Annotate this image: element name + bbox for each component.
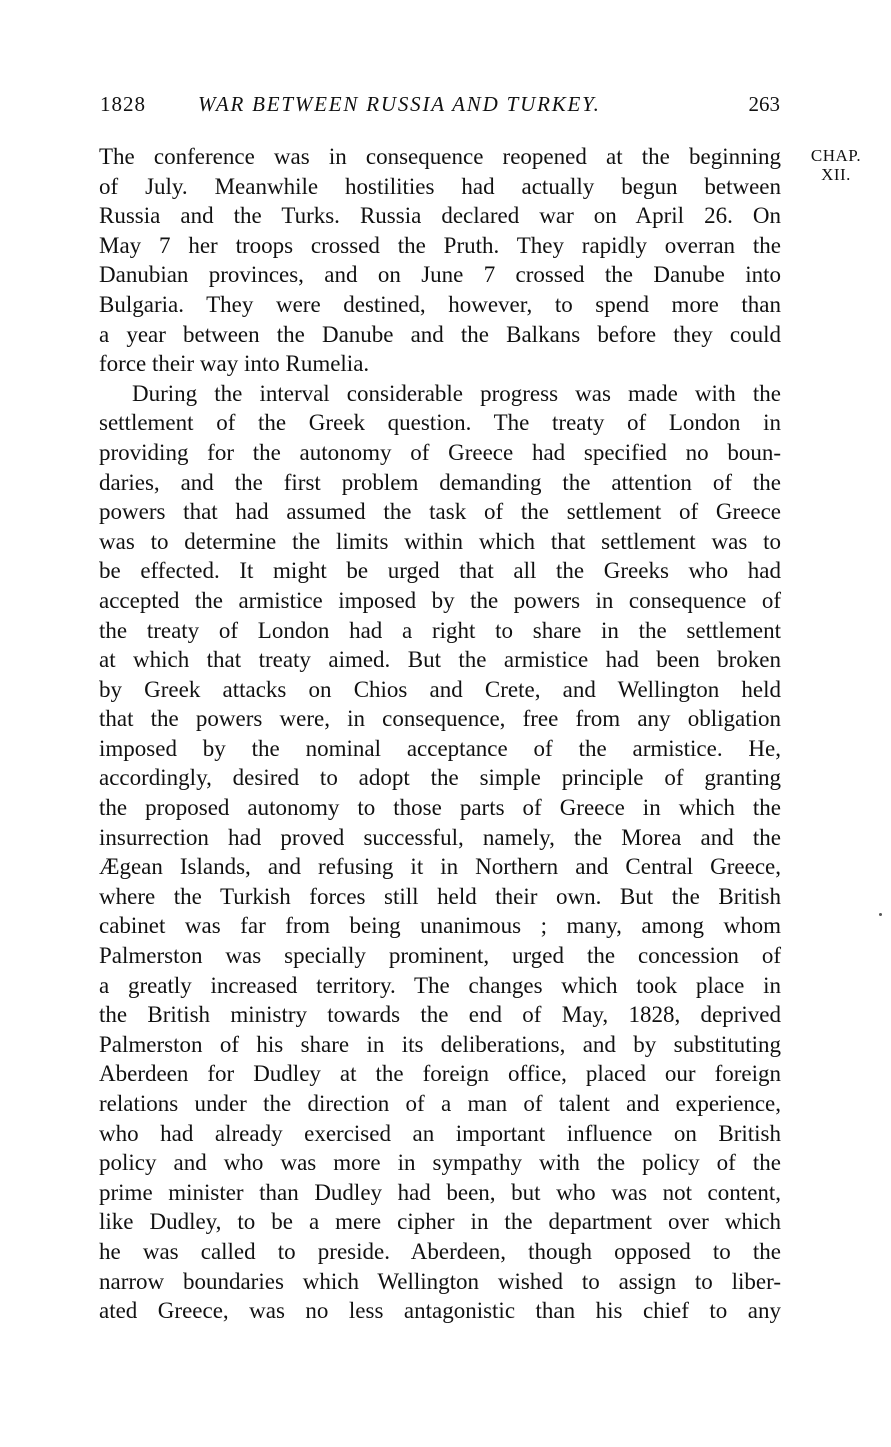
text-line: accepted the armistice imposed by the powers in consequence of	[99, 587, 781, 613]
chapter-margin-note	[800, 146, 872, 184]
text-line: settlement of the Greek question. The treaty of London in	[99, 410, 781, 436]
text-line: providing for the autonomy of Greece had specified no boun-	[99, 439, 781, 465]
text-line: insurrection had proved successful, namely, the Morea and the	[99, 824, 781, 850]
text-line: relations under the direction of a man of talent and experience,	[99, 1091, 781, 1116]
text-line: the treaty of London had a right to share in the settlement	[99, 617, 781, 643]
text-line: a greatly increased territory. The changes which took place in	[99, 972, 781, 998]
text-line: daries, and the first problem demanding the attention of the	[99, 469, 781, 495]
text-line: the British ministry towards the end of May, 1828, deprived	[99, 1002, 781, 1028]
text-line: ated Greece, was no less antagonistic than his chief to any	[99, 1298, 781, 1324]
chapter-number: XII.	[821, 165, 851, 184]
page-number: 263	[748, 92, 780, 116]
text-line: powers that had assumed the task of the settlement of Greece	[99, 499, 781, 525]
text-line: like Dudley, to be a mere cipher in the department over which	[99, 1209, 781, 1235]
text-line: Bulgaria. They were destined, however, to spend more than	[99, 291, 781, 317]
text-line: he was called to preside. Aberdeen, though opposed to the	[99, 1238, 781, 1264]
text-line: be effected. It might be urged that all the Greeks who had	[99, 558, 781, 584]
text-line: force their way into Rumelia.	[99, 351, 370, 377]
text-line: was to determine the limits within which that settlement was to	[99, 528, 781, 554]
text-line: who had already exercised an important influence on British	[99, 1120, 781, 1146]
text-line: accordingly, desired to adopt the simple principle of granting	[99, 765, 781, 791]
text-line: Ægean Islands, and refusing it in Northern and Central Greece,	[99, 854, 781, 880]
paragraph-1	[99, 142, 781, 379]
text-line: Danubian provinces, and on June 7 crossed the Danube into	[99, 262, 781, 288]
text-line: narrow boundaries which Wellington wished to assign to liber-	[99, 1268, 781, 1294]
text-line: prime minister than Dudley had been, but who was not content,	[99, 1179, 781, 1205]
text-line: Palmerston was specially prominent, urged the concession of	[99, 943, 781, 969]
text-line: Aberdeen for Dudley at the foreign office, placed our foreign	[99, 1061, 781, 1087]
text-line: a year between the Danube and the Balkans before they could	[99, 321, 781, 347]
chapter-label: CHAP.	[810, 146, 862, 165]
text-line: where the Turkish forces still held their own. But the British	[99, 883, 781, 909]
header-year: 1828	[100, 92, 146, 116]
text-line: of July. Meanwhile hostilities had actually begun between	[99, 173, 781, 199]
text-line: The conference was in consequence reopened at the beginning	[99, 144, 781, 169]
text-line: Russia and the Turks. Russia declared war on April 26. On	[99, 203, 781, 229]
text-line: that the powers were, in consequence, free from any obligation	[99, 706, 781, 732]
text-line: the proposed autonomy to those parts of Greece in which the	[99, 795, 781, 821]
text-line: imposed by the nominal acceptance of the armistice. He,	[99, 735, 781, 761]
text-line: policy and who was more in sympathy with the policy of the	[99, 1150, 781, 1176]
body-text	[99, 142, 781, 1326]
chapter-title: WAR BETWEEN RUSSIA AND TURKEY.	[198, 92, 601, 116]
scan-speck	[879, 913, 882, 916]
text-line: cabinet was far from being unanimous ; many, among whom	[99, 913, 781, 939]
text-line: Palmerston of his share in its deliberations, and by substituting	[99, 1031, 781, 1057]
text-line: by Greek attacks on Chios and Crete, and Wellington held	[99, 676, 781, 702]
text-line: at which that treaty aimed. But the armistice had been broken	[99, 647, 781, 673]
running-head	[100, 92, 780, 122]
paragraph-2	[99, 379, 781, 1326]
text-line: May 7 her troops crossed the Pruth. They rapidly overran the	[99, 232, 781, 258]
text-line: During the interval considerable progress was made with the	[132, 380, 781, 406]
